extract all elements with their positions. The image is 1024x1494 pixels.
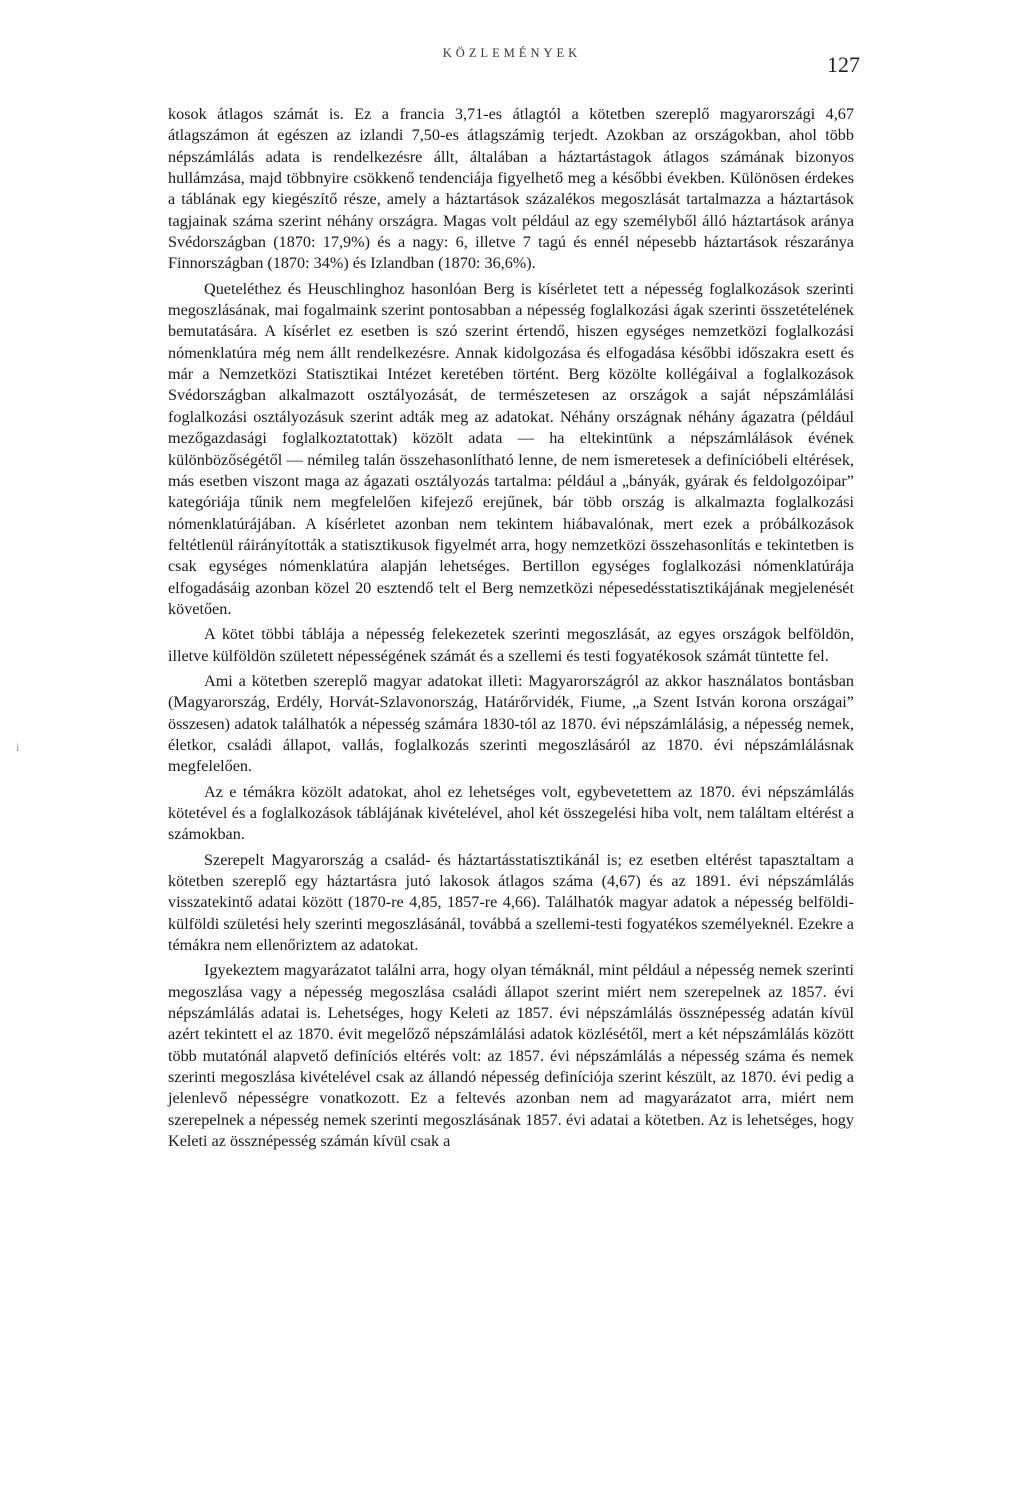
paragraph-4: Ami a kötetben szereplő magyar adatokat illeti: Magyarországról az akkor használatos bontásban (Magyarország, Erdély, Horvát-Szlavonország, Határőrvidék, Fiume, „a Szent István korona országai” összesen) adatok találhatók a népesség számára 1830-tól az 1870. évi népszámlálásig, a népesség nemek, életkor, családi állapot, vallás, foglalkozás szerinti megoszlásáról az 1870. évi népszámlálásnak megfelelően. xyxy=(168,671,854,776)
body-text xyxy=(168,104,854,1157)
paragraph-5: Az e témákra közölt adatokat, ahol ez lehetséges volt, egybevetettem az 1870. évi népszámlálás kötetével és a foglalkozások táblájának kivételével, ahol két összegelési hiba volt, nem találtam eltérést a számokban. xyxy=(168,782,854,844)
running-head: KÖZLEMÉNYEK xyxy=(442,46,582,60)
page-number: 127 xyxy=(827,52,860,77)
paragraph-6: Szerepelt Magyarország a család- és háztartásstatisztikánál is; ez esetben eltérést tapasztaltam a kötetben szereplő egy háztartásra jutó lakosok átlagos száma (4,67) és az 1891. évi népszámlálás visszatekintő adatai között (1870-re 4,85, 1857-re 4,66). Találhatók magyar adatok a népesség belföldi-külföldi születési hely szerinti megoszlásánál, továbbá a szellemi-testi fogyatékos személyeknél. Ezekre a témákra nem ellenőriztem az adatokat. xyxy=(168,850,854,955)
paragraph-7: Igyekeztem magyarázatot találni arra, hogy olyan témáknál, mint például a népesség nemek szerinti megoszlása vagy a népesség megoszlása családi állapot szerint miért nem szerepelnek az 1857. évi népszámlálás adatai is. Lehetséges, hogy Keleti az 1857. évi népszámlálás össznépesség adatán kívül azért tekintett el az 1870. évit megelőző népszámlálási adatok közlésétől, mert a két népszámlálás között több mutatónál alapvető definíciós eltérés volt: az 1857. évi népszámlálás a népesség száma és nemek szerinti megoszlása kivételével csak az állandó népesség definíciója szerint készült, az 1870. évi pedig a jelenlevő népességre vonatkozott. Ez a feltevés azonban nem ad magyarázatot arra, miért nem szerepelnek a népesség nemek szerinti megoszlásának 1857. évi adatai a kötetben. Az is lehetséges, hogy Keleti az össznépesség számán kívül csak a xyxy=(168,961,854,1151)
paragraph-3: A kötet többi táblája a népesség felekezetek szerinti megoszlását, az egyes országok belföldön, illetve külföldön született népességének számát és a szellemi és testi fogyatékosok számát tüntette fel. xyxy=(168,625,854,665)
paragraph-2: Queteléthez és Heuschlinghoz hasonlóan Berg is kísérletet tett a népesség foglalkozások szerinti megoszlásának, mai fogalmaink szerint pontosabban a népesség foglalkozási ágak szerinti összetételének bemutatására. A kísérlet ez esetben is szó szerint értendő, hiszen egységes nemzetközi foglalkozási nómenklatúra még nem állt rendelkezésre. Annak kidolgozása és elfogadása későbbi időszakra esett és már a Nemzetközi Statisztikai Intézet keretében történt. Berg közölte kollégáival a foglalkozások Svédországban alkalmazott osztályozását, de természetesen az országok a saját népszámlálási foglalkozási osztályozásuk szerint adták meg az adatokat. Néhány országnak néhány ágazatra (például mezőgazdasági foglalkoztatottak) közölt adata — ha eltekintünk a népszámlálások évének különbözőségétől — némileg talán összehasonlítható lenne, de nem ismeretesek a definícióbeli eltérések, más esetben viszont maga az ágazati osztályozás tartalma: például a „bányák, gyárak és feldolgozóipar” kategóriája tűnik nem megfelelően kifejező erejűnek, bár több ország is alkalmazta foglalkozási nómenklatúrájában. A kísérletet azonban nem tekintem hiábavalónak, mert ezek a próbálkozások feltétlenül ráirányították a statisztikusok figyelmét arra, hogy nemzetközi összehasonlítás e tekintetben is csak egységes nómenklatúra alapján lehetséges. Bertillon egységes foglalkozási nómenklatúrája elfogadásáig azonban közel 20 esztendő telt el Berg nemzetközi népesedésstatisztikájának megjelenését követően. xyxy=(168,279,854,618)
paragraph-1: kosok átlagos számát is. Ez a francia 3,71-es átlagtól a kötetben szereplő magyarországi 4,67 átlagszámon át egészen az izlandi 7,50-es átlagszámig terjedt. Azokban az országokban, ahol több népszámlálás adata is rendelkezésre állt, általában a háztartástagok átlagos számának bizonyos hullámzása, majd többnyire csökkenő tendenciája figyelhető meg a későbbi években. Különösen érdekes a táblának egy kiegészítő része, amely a háztartások százalékos megoszlását tartalmazza a háztartások tagjainak száma szerint néhány országra. Magas volt például az egy személyből álló háztartások aránya Svédországban (1870: 17,9%) és a nagy: 6, illetve 7 tagú és ennél népesebb háztartások részaránya Finnországban (1870: 34%) és Izlandban (1870: 36,6%). xyxy=(168,105,854,273)
margin-mark: i xyxy=(16,740,20,754)
